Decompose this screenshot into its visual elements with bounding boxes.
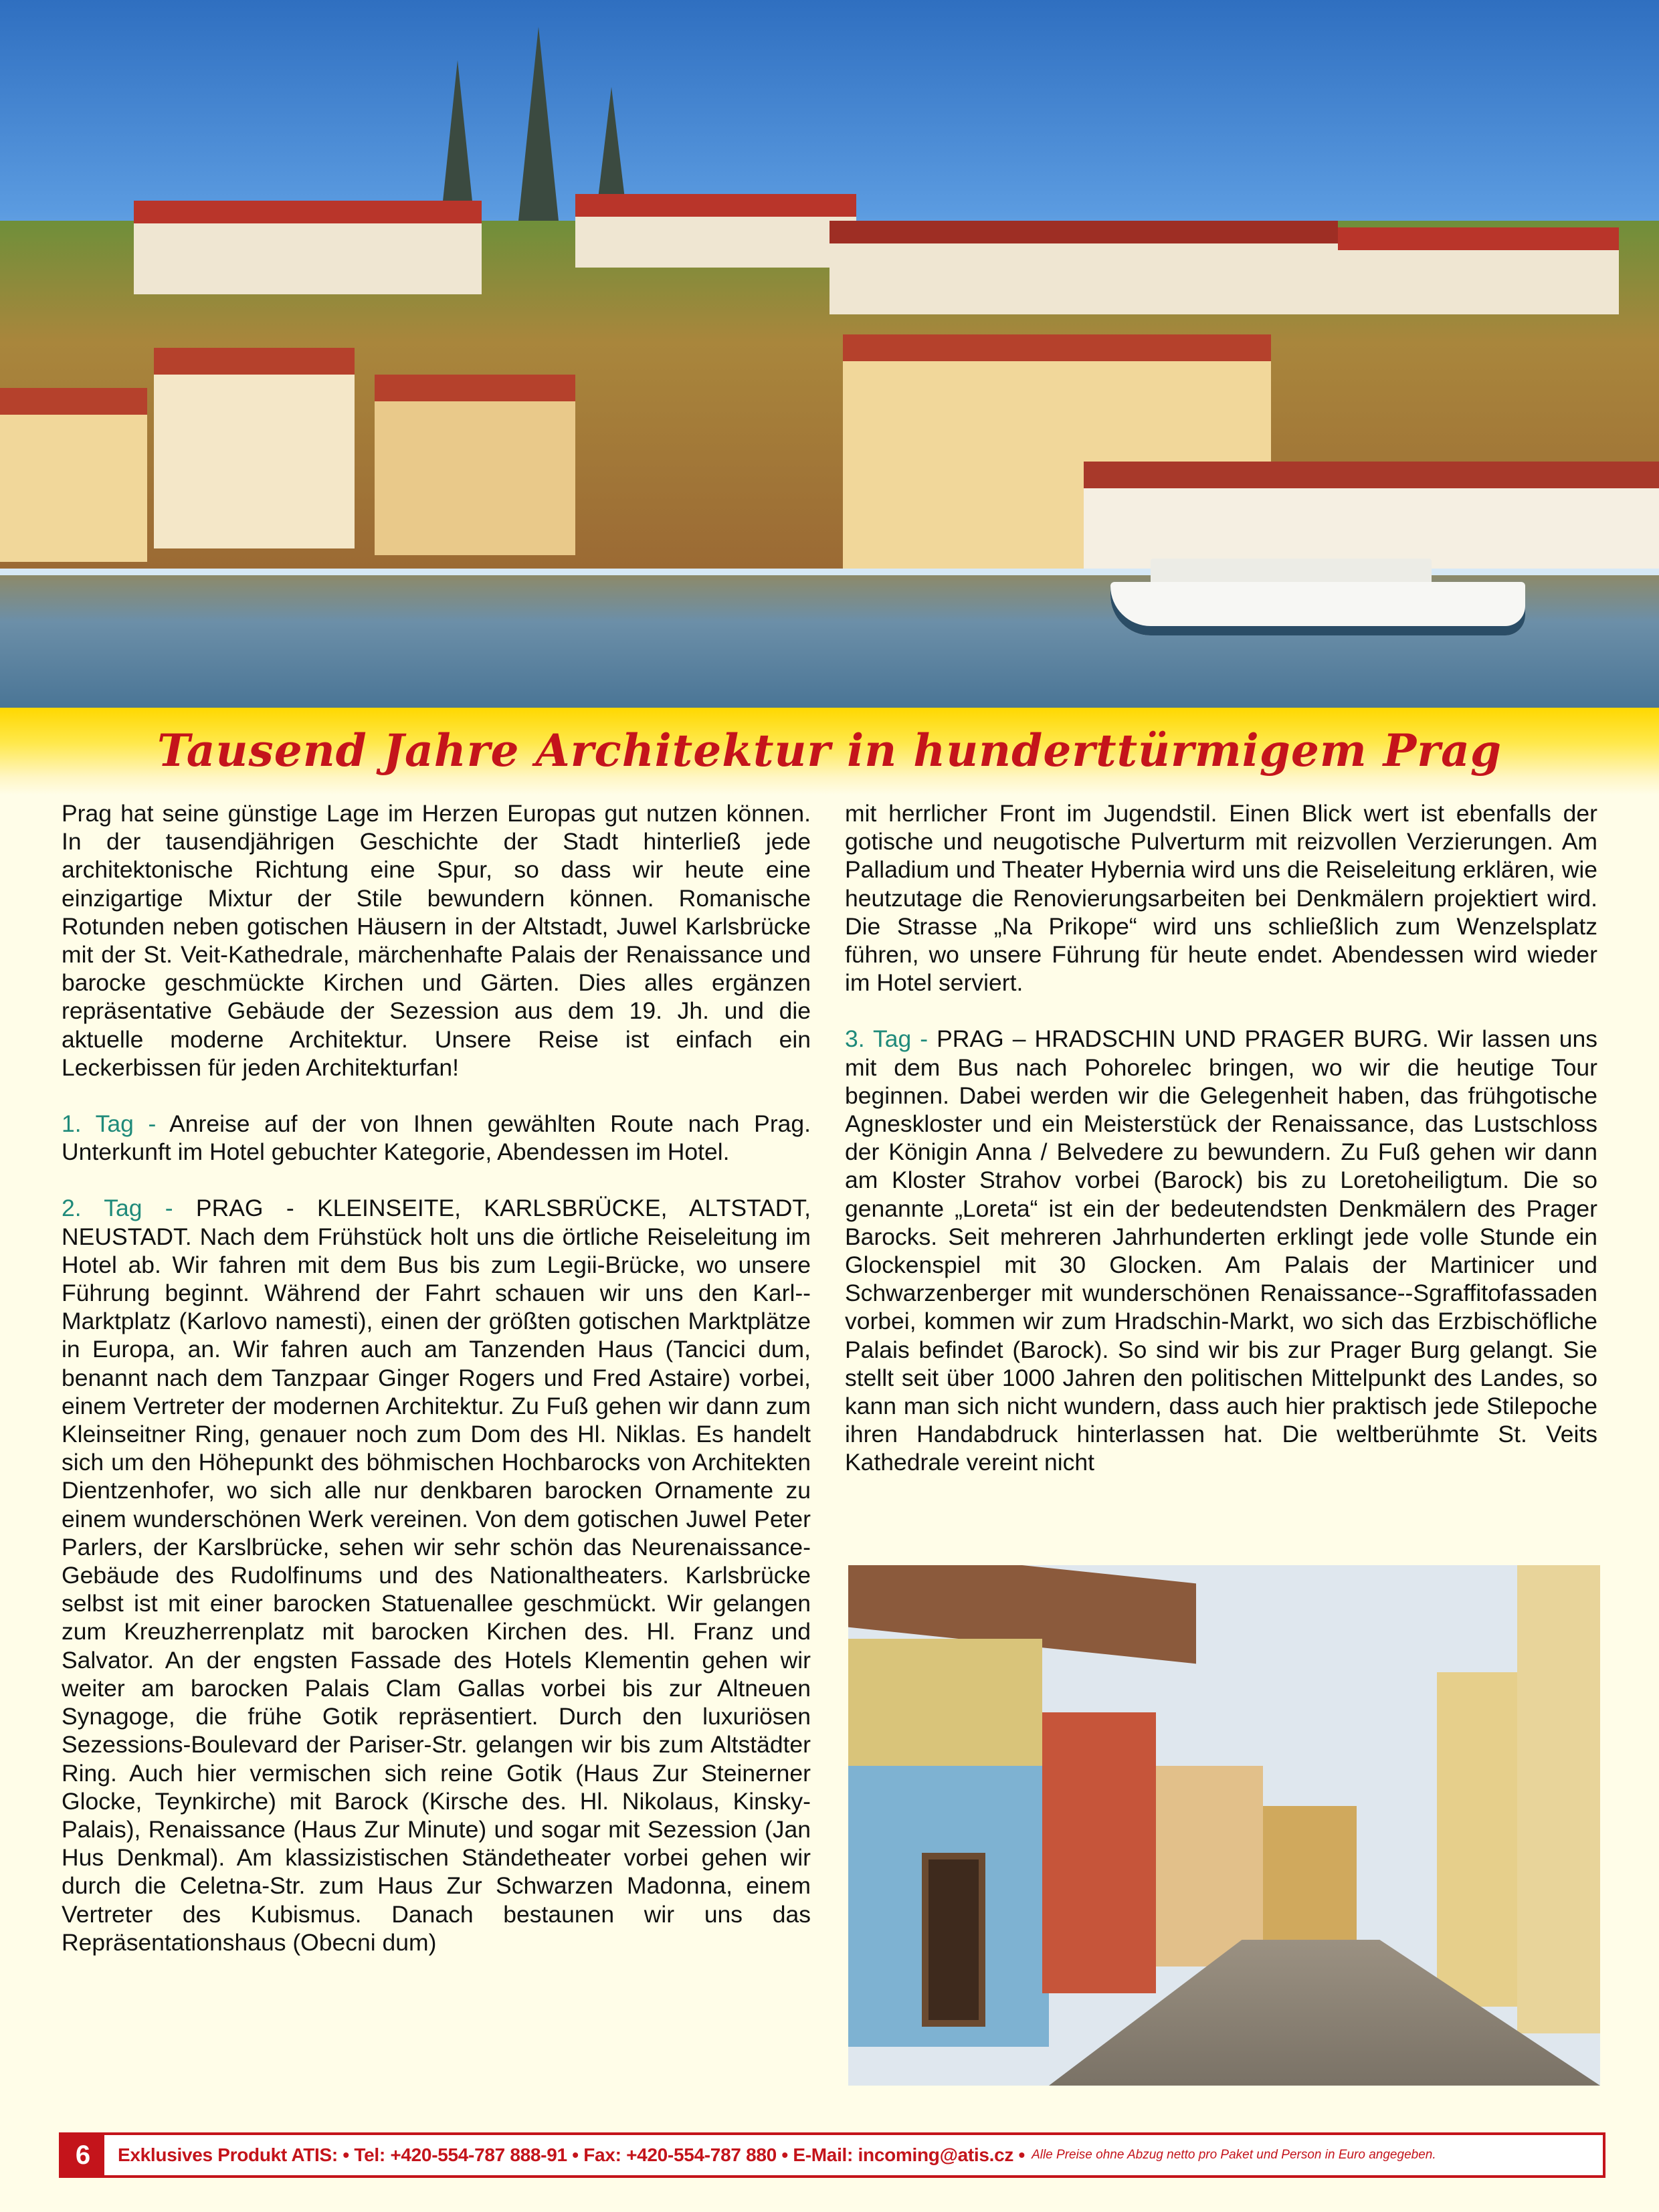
hero-photo-prague-castle	[0, 0, 1659, 708]
castle-building	[1338, 227, 1619, 314]
castle-building	[134, 201, 482, 294]
castle-building	[575, 194, 856, 268]
golden-lane-photo	[848, 1565, 1600, 2086]
house	[375, 375, 575, 555]
cathedral-spire	[442, 60, 474, 214]
footer-price-note: Alle Preise ohne Abzug netto pro Paket und Person in Euro angegeben.	[1032, 2148, 1436, 2162]
red-house	[1042, 1712, 1156, 1993]
text-column-left	[62, 799, 811, 1956]
right-house	[1517, 1565, 1600, 2033]
house	[0, 388, 147, 562]
day2-label: 2. Tag -	[62, 1195, 196, 1222]
page-number: 6	[62, 2135, 104, 2175]
title-band	[0, 708, 1659, 795]
page-title: Tausend Jahre Architektur in hunderttürmigem Prag	[157, 724, 1502, 777]
right-house	[1437, 1672, 1517, 2007]
day2-continued-paragraph: mit herrlicher Front im Jugendstil. Einen Blick wert ist ebenfalls der gotische und neugotische Pulverturm mit reizvollen Verzierungen. Am Palladium und Theater Hybernia wird uns die Reiseleitung erklären, wie heutzutage die Renovierungsarbeiten bei Denkmälern projektiert wird. Die Strasse „Na Prikope“ wird uns schließlich zum Wenzelsplatz führen, wo unsere Führung für heute endet. Abendessen wird wieder im Hotel serviert.	[845, 800, 1597, 997]
day3-paragraph	[845, 1025, 1597, 1476]
day1-label: 1. Tag -	[62, 1110, 170, 1138]
castle-palace	[830, 221, 1338, 314]
footer-contact: Exklusives Produkt ATIS: • Tel: +420-554-787 888-91 • Fax: +420-554-787 880 • E-Mail: incoming@atis.cz •	[118, 2144, 1026, 2165]
riverside-building	[1084, 462, 1659, 569]
intro-paragraph: Prag hat seine günstige Lage im Herzen Europas gut nutzen können. In der tausendjährigen Geschichte der Stadt hinterließ jede architektonische Richtung eine Spur, so dass wir heute eine einzigartige Mixtur der Stile bewundern können. Romanische Rotunden neben gotischen Häusern in der Altstadt, Juwel Karlsbrücke mit der St. Veit-Kathedrale, märchenhafte Palais der Renaissance und barocke geschmückte Kirchen und Gärten. Dies alles ergänzen repräsentative Gebäude der Sezession aus dem 19. Jh. und die aktuelle moderne Architektur. Unsere Reise ist einfach ein Leckerbissen für jeden Architekturfan!	[62, 800, 811, 1081]
house	[1263, 1806, 1357, 1953]
day2-text: PRAG - KLEINSEITE, KARLSBRÜCKE, ALTSTADT, NEUSTADT. Nach dem Frühstück holt uns die örtliche Reiseleitung im Hotel ab. Wir fahren mit dem Bus bis zum Legii-Brücke, wo unsere Führung beginnt. Während der Fahrt schauen wir uns den Karl--Marktplatz (Karlovo namesti), einen der größten gotischen Marktplätze in Europa, an. Wir fahren auch am Tanzenden Haus (Tancici dum, benannt nach dem Tanzpaar Ginger Rogers und Fred Astaire) vorbei, einem Vertreter der modernen Architektur. Zu Fuß gehen wir dann zum Kleinseitner Ring, genauer noch zum Dom des Hl. Niklas. Es handelt sich um den Höhepunkt des böhmischen Hochbarocks von Architekten Dientzenhofer, wo sich alle nur denkbaren barocken Ornamente zu einem wunderschönen Werk vereinen. Von dem gotischen Juwel Peter Parlers, der Karslbrücke, sehen wir sehr schön das Neurenaissance-Gebäude des Rudolfinums und des Nationaltheaters. Karlsbrücke selbst ist mit einer barocken Statuenallee geschmückt. Wir gelangen zum Kreuzherrenplatz mit barocken Kirchen des. Hl. Franz und Salvator. An der engsten Fassade des Hotels Klementin gehen wir weiter am barocken Palais Clam Gallas vorbei bis zur Altneuen Synagoge, die frühe Gotik repräsentiert. Durch den luxuriösen Sezessions-Boulevard der Pariser-Str. gelangen wir bis zum Altstädter Ring. Auch hier vermischen sich reine Gotik (Haus Zur Steinerner Glocke, Teynkirche) mit Barock (Kirsche des. Hl. Nikolaus, Kinsky-Palais), Renaissance (Haus Zur Minute) und sogar mit Sezession (Jan Hus Denkmal). Am klassizistischen Ständetheater vorbei gehen wir durch die Celetna-Str. zum Haus Zur Schwarzen Madonna, einem Vertreter des Kubismus. Danach bestaunen wir uns das Repräsentationshaus (Obecni dum)	[62, 1195, 811, 1956]
day1-text: Anreise auf der von Ihnen gewählten Route nach Prag. Unterkunft im Hotel gebuchter Kategorie, Abendessen im Hotel.	[62, 1110, 811, 1166]
day3-label: 3. Tag -	[845, 1025, 937, 1053]
day3-text: PRAG – HRADSCHIN UND PRAGER BURG. Wir lassen uns mit dem Bus nach Pohorelec bringen, wo wir die heutige Tour beginnen. Dabei werden wir die Gelegenheit haben, das frühgotische Agneskloster und ein Meisterstück der Renaissance, das Lustschloss der Königin Anna / Belvedere zu bewundern. Zu Fuß gehen wir dann am Kloster Strahov vorbei (Barock) bis zu Loretoheiligtum. Die so genannte „Loreta“ ist ein der bedeutendsten Denkmälern des Prager Barocks. Seit mehreren Jahrhunderten erklingt jede volle Stunde ein Glockenspiel mit 30 Glocken. Am Palais der Martinicer und Schwarzenberger mit wunderschönen Renaissance--Sgraffitofassaden vorbei, kommen wir zum Hradschin-Markt, wo sich das Erzbischöfliche Palais befindet (Barock). So sind wir bis zur Prager Burg gelangt. Sie stellt seit über 1000 Jahren den politischen Mittelpunkt des Landes, so kann man sich nicht wundern, dass auch hier praktisch jede Stilepoche ihren Handabdruck hinterlassen hat. Die weltberühmte St. Veits Kathedrale vereint nicht	[845, 1025, 1597, 1476]
open-door	[922, 1853, 985, 2027]
house	[1156, 1766, 1263, 1967]
day2-paragraph	[62, 1194, 811, 1956]
day1-paragraph	[62, 1110, 811, 1166]
text-column-right	[845, 799, 1597, 1477]
footer-bar	[59, 2132, 1605, 2178]
river-boat	[1110, 582, 1525, 635]
cathedral-main-tower	[518, 27, 559, 221]
house	[154, 348, 355, 548]
